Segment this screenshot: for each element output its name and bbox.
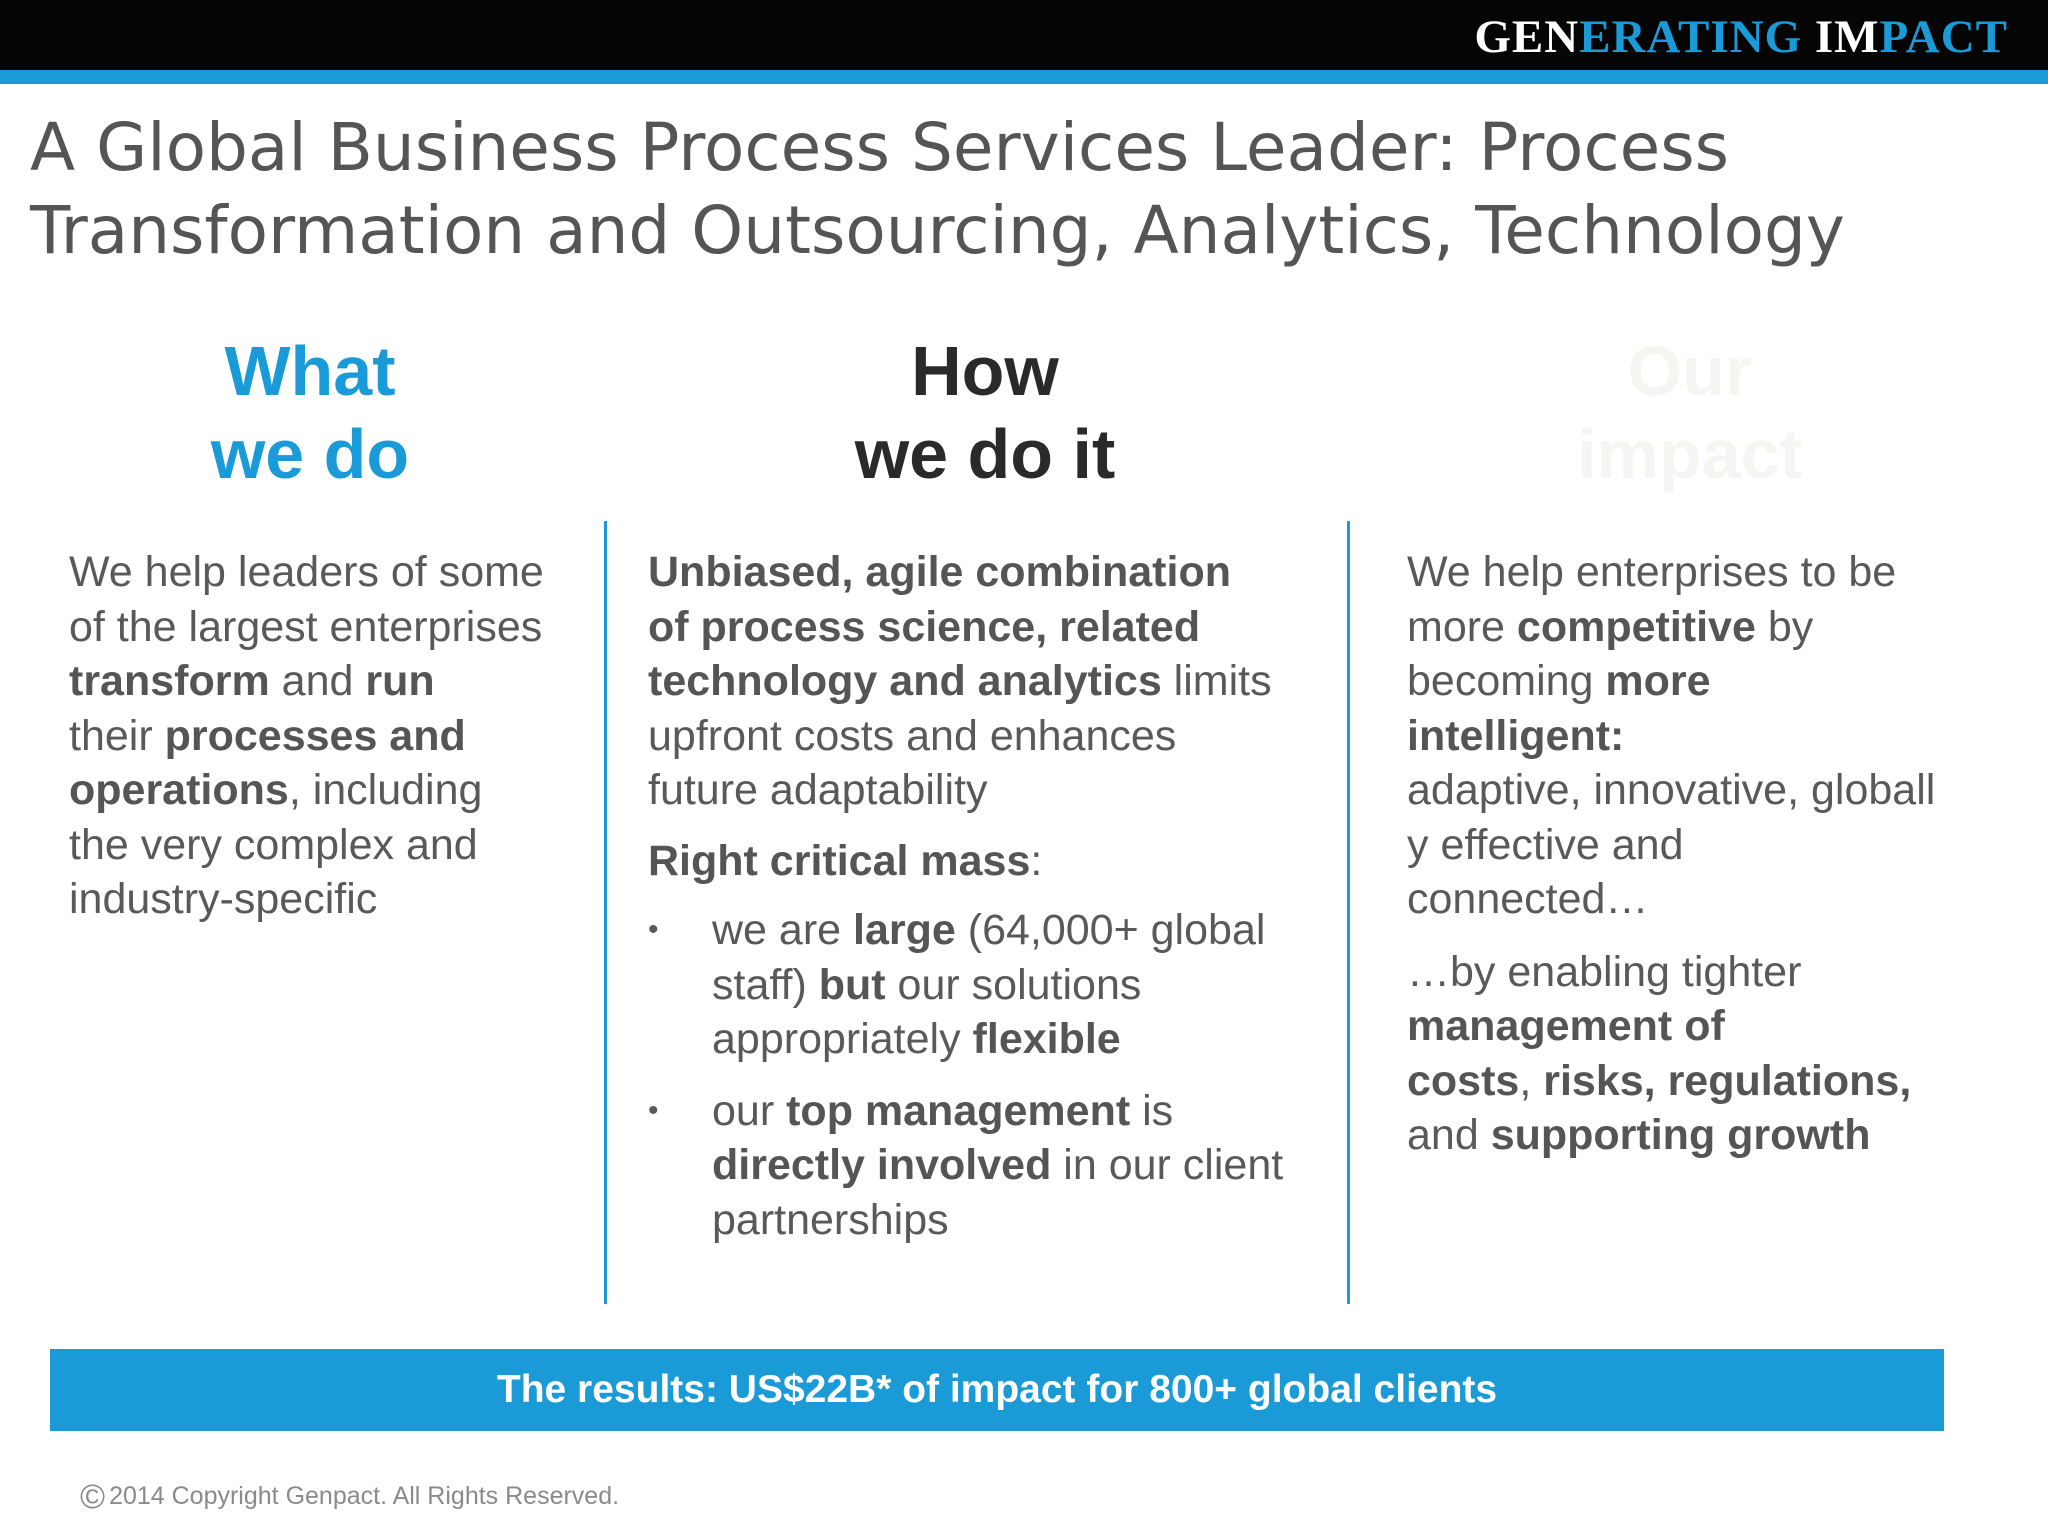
heading-what-line-2: we do [210,415,410,493]
how-we-do-it-body [648,545,1338,1264]
emphasis: large [853,906,956,954]
bullet-icon: • [648,913,659,946]
bullet-line: partnerships [712,1195,949,1244]
slide-title [30,106,1930,272]
what-line: of the largest enterprises [69,602,543,651]
emphasis: competitive [1516,602,1756,651]
top-accent-bar [0,70,2048,84]
impact-line [1407,600,2007,655]
emphasis: directly involved [712,1141,1052,1189]
results-banner: The results: US$22B* of impact for 800+ global clients [50,1349,1944,1431]
text: their [69,711,165,760]
how-line: upfront costs and enhances [648,711,1177,760]
emphasis: but [818,960,886,1009]
text: (64,000+ global [955,906,1266,954]
what-line: We help leaders of some [69,548,544,596]
what-line [69,654,589,709]
what-we-do-body [69,545,589,927]
emphasis: management of [1407,1002,1725,1050]
heading-impact-line-1: Our [1627,332,1753,410]
how-line [648,600,1338,655]
top-bar [0,0,2048,70]
text: we are [712,906,854,954]
bullet-line [712,1138,1338,1193]
emphasis: technology and analytics [648,657,1162,705]
bullet-item-management [648,1084,1338,1248]
how-line [648,654,1338,709]
text: our solutions [885,960,1142,1009]
impact-line: adaptive, innovative, globall [1407,766,1936,814]
impact-line [1407,709,2007,764]
heading-what-line-1: What [224,332,396,410]
brand-part-1: GEN [1474,11,1580,63]
text: is [1130,1086,1174,1135]
paragraph-spacer [1407,927,2007,945]
heading-impact-line-2: impact [1577,415,1803,493]
bullet-line [712,903,1338,958]
what-line: industry-specific [69,875,378,923]
what-line [69,763,589,818]
text: : [1030,836,1043,885]
bullet-line [712,958,1338,1013]
impact-line [1407,1054,2007,1109]
bullet-icon: • [648,1093,659,1127]
heading-how-line-1: How [911,332,1059,410]
our-impact-body [1407,545,2007,1163]
emphasis: risks, regulations, [1543,1056,1912,1105]
column-divider-right [1347,521,1350,1304]
emphasis: Unbiased, agile combination [648,548,1231,596]
text: our [712,1086,787,1135]
emphasis: flexible [972,1015,1121,1063]
impact-line: …by enabling tighter [1407,947,1802,996]
emphasis: costs [1407,1056,1520,1105]
impact-line [1407,1108,2007,1163]
brand-part-2: ERATING [1579,11,1803,63]
brand-part-3: IM [1802,11,1880,63]
column-divider-left [604,521,607,1304]
heading-what-we-do [150,330,470,496]
brand-logo [1474,8,2008,66]
heading-how-we-do-it [800,330,1170,496]
emphasis: run [365,657,435,705]
bullet-item-large [648,903,1338,1067]
text: becoming [1407,657,1606,705]
text: more [1407,602,1517,651]
title-line-2: Transformation and Outsourcing, Analytics, Technology [30,192,1845,269]
heading-our-impact [1540,330,1840,496]
emphasis: transform [69,657,270,705]
impact-line [1407,999,2007,1054]
text: and [269,657,366,705]
brand-part-4: PACT [1879,11,2008,63]
text: , [1519,1056,1544,1105]
what-line [69,709,589,764]
emphasis: Right critical mass [648,836,1031,885]
how-line: future adaptability [648,766,988,814]
copyright-text: 2014 Copyright Genpact. All Rights Reserved. [109,1482,620,1510]
emphasis: of process science, related [648,602,1201,651]
emphasis: more [1605,657,1711,705]
copyright-icon: © [80,1478,106,1516]
emphasis: processes and [164,711,466,760]
emphasis: operations [69,766,289,814]
text: limits [1161,657,1272,705]
impact-line: We help enterprises to be [1407,548,1897,596]
text: and [1407,1111,1491,1159]
impact-line: connected… [1407,875,1649,923]
what-line: the very complex and [69,820,478,869]
how-line [648,545,1338,600]
critical-mass-subheading [648,834,1338,889]
bullet-line [712,1012,1338,1067]
heading-how-line-2: we do it [854,415,1116,493]
emphasis: intelligent: [1407,711,1625,760]
text: in our client [1051,1141,1284,1189]
text: appropriately [712,1015,973,1063]
text: staff) [712,960,819,1009]
bullet-line [712,1084,1338,1139]
impact-line: y effective and [1407,820,1684,869]
title-line-1: A Global Business Process Services Leader: Process [30,109,1730,186]
impact-line [1407,654,2007,709]
emphasis: supporting growth [1490,1111,1871,1159]
bullet-list [648,903,1338,1247]
copyright-footer [80,1478,619,1517]
text: by [1755,602,1814,651]
emphasis: top management [786,1086,1131,1135]
text: , including [288,766,483,814]
